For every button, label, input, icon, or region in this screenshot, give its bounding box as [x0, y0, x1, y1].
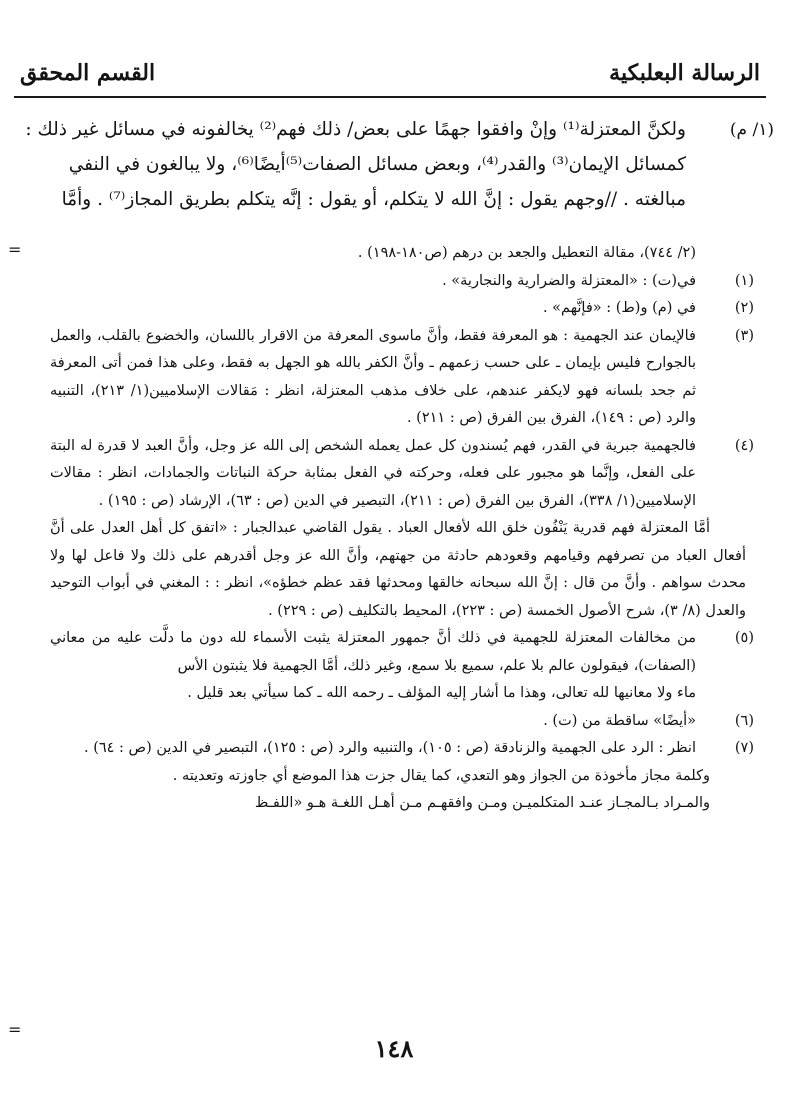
main-line: مبالغته . //وجهم يقول : إنَّ الله لا يتكلم، أو يقول : إنَّه يتكلم بطريق المجاز⁽⁷⁾ . وأمَّا — [61, 189, 686, 210]
footnote-text: ماء ولا معانيها لله تعالى، وهذا ما أشار إليه المؤلف ـ رحمه الله ـ كما سيأتي بعد قليل . — [187, 685, 696, 701]
footnote — [14, 735, 766, 763]
footnote-number: (٤) — [734, 437, 754, 454]
footnote-text: فالجهمية جبرية في القدر، فهم يُسندون كل عمل يعمله الشخص إلى الله عز وجل، وأنَّ العبد لا قدرة له البتة على الفعل، وإنَّما هو مجبور على فعله، وحركته في الفعل بمثابة حركة النباتات والجمادات، انظر : مقالات الإسلاميين(١/ ٣٣٨)، الفرق بين الفرق (ص : ٢١١)، التبصير في الدين (ص : ٦٣)، الإرشاد (ص : ١٩٥) . — [50, 437, 696, 509]
footnote-text: وكلمة مجاز مأخوذة من الجواز وهو التعدي، كما يقال جزت هذا الموضع أي جاوزته وتعديته . — [172, 767, 710, 784]
footnotes — [14, 240, 766, 818]
main-line: كمسائل الإيمان⁽³⁾ والقدر⁽⁴⁾، وبعض مسائل الصفات⁽⁵⁾أيضًا⁽⁶⁾، ولا يبالغون في النفي — [68, 154, 686, 175]
footnote — [14, 708, 766, 736]
footnote-number: (٢) — [734, 300, 754, 316]
footnote-text: «أيضًا» ساقطة من (ت) . — [543, 712, 696, 729]
footnote-text: أمَّا المعتزلة فهم قدرية يَنْفُون خلق الله لأفعال العباد . يقول القاضي عبدالجبار : «اتفق كل أهل العدل على أنَّ أفعال العباد من تصرفهم وقيامهم وقعودهم حادثة من جهتهم، وأنَّ الله عز وجل أقدرهم على ذلك ولا فاعل لها ولا محدث سواهم . وأنَّ من قال : إنَّ الله سبحانه خالقها ومحدثها فقد عظم خطؤه»، انظر : : المغني في أبواب التوحيد والعدل (٨/ ٣)، شرح الأصول الخمسة (ص : ٢٢٣)، المحيط بالتكليف (ص : ٢٢٩) . — [50, 520, 746, 619]
footnote — [14, 268, 766, 296]
footnote — [14, 240, 766, 268]
footnote-number: (١) — [734, 272, 754, 289]
footnote — [14, 295, 766, 323]
footnote-paragraph — [14, 790, 766, 818]
footnote-continuation — [14, 680, 766, 708]
main-text — [14, 112, 686, 217]
footnote-text: من مخالفات المعتزلة للجهمية في ذلك أنَّ جمهور المعتزلة يثبت الأسماء لله دون ما دلَّت عليه من معاني (الصفات)، فيقولون عالم بلا علم، سميع بلا سمع، وغير ذلك، أمَّا الجهمية فلا يثبتون الأس — [50, 630, 696, 674]
footnote-text: في (م) و(ط) : «فإنَّهم» . — [542, 300, 696, 316]
manuscript-marker: (١/ م) — [729, 120, 774, 140]
footnote-paragraph — [14, 763, 766, 791]
footnote-text: والمـراد بـالمجـاز عنـد المتكلميـن ومـن وافقهـم مـن أهـل اللغـة هـو «اللفـظ — [254, 795, 710, 811]
footnote-number: (٥) — [734, 630, 754, 646]
footnote — [14, 323, 766, 433]
footnote-number: (٧) — [734, 740, 754, 756]
continuation-mark: = — [8, 1020, 22, 1039]
book-title: الرسالة البعلبكية — [609, 60, 760, 86]
running-header — [14, 56, 766, 98]
footnote-text: فالإيمان عند الجهمية : هو المعرفة فقط، وأنَّ ماسوى المعرفة من الاقرار باللسان، والخضوع بالقلب، والعمل بالجوارح فليس بإيمان ـ على حسب زعمهم ـ وأنَّ الكفر بالله هو الجهل به فقط، وعلى هذا فمن أتى المعرفة ثم جحد بلسانه فهو لايكفر عندهم، على خلاف مذهب المعتزلة، انظر : مَقالات الإسلاميين(١/ ٢١٣)، التنبيه والرد (ص : ١٤٩)، الفرق بين الفرق (ص : ٢١١) . — [50, 327, 697, 426]
continuation-mark: = — [8, 240, 22, 259]
footnote-text: في(ت) : «المعتزلة والضرارية والنجارية» . — [442, 272, 696, 289]
footnote-number: (٦) — [734, 712, 754, 729]
footnote-text: (٢/ ٧٤٤)، مقالة التعطيل والجعد بن درهم (ص١٨٠-١٩٨) . — [357, 245, 696, 261]
footnote-paragraph — [14, 515, 766, 625]
footnote-number: (٣) — [734, 327, 754, 344]
footnote-text: انظر : الرد على الجهمية والزنادقة (ص : ١٠٥)، والتنبيه والرد (ص : ١٢٥)، التبصير في الدين (ص : ٦٤) . — [83, 740, 696, 756]
footnote — [14, 625, 766, 680]
section-title: القسم المحقق — [20, 60, 156, 86]
footnote — [14, 433, 766, 516]
main-line: ولكنَّ المعتزلة⁽¹⁾ وإنْ وافقوا جهمًا على بعض/ ذلك فهم⁽²⁾ يخالفونه في مسائل غير ذلك : — [25, 119, 686, 140]
page-number: ١٤٨ — [374, 1034, 414, 1063]
